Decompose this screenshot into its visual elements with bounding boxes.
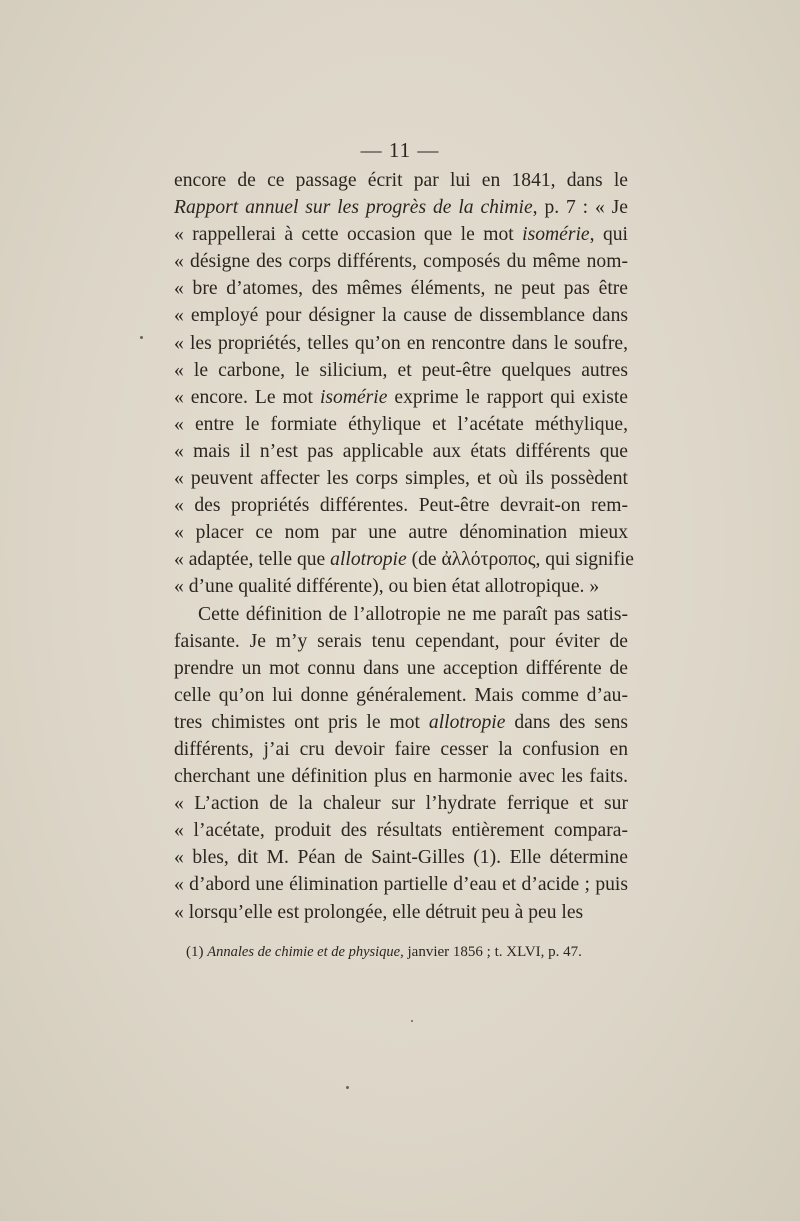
text-line	[174, 275, 628, 302]
text-segment: cherchant une définition plus en harmonie avec les faits.	[174, 766, 628, 788]
footnote-reference: janvier 1856 ; t. XLVI, p. 47.	[403, 944, 582, 960]
text-line	[174, 817, 628, 844]
text-segment: , qui	[589, 224, 628, 246]
paper-speck	[140, 336, 143, 339]
text-segment: « désigne des corps différents, composés du même nom-	[174, 251, 628, 273]
text-segment: tres chimistes ont pris le mot	[174, 711, 429, 733]
text-line	[174, 573, 628, 600]
text-line	[174, 790, 628, 817]
text-segment: « d’une qualité différente), ou bien état allotropique. »	[174, 576, 600, 598]
text-segment: « des propriétés différentes. Peut-être devrait-on rem-	[174, 495, 628, 517]
footnote-mark: (1)	[186, 944, 204, 960]
italic-term: allotropie	[330, 549, 407, 571]
paper-speck	[411, 1020, 413, 1022]
text-line	[174, 844, 628, 871]
italic-term: Rapport annuel sur les progrès de la chimie	[174, 197, 533, 219]
text-line	[174, 438, 628, 465]
text-segment: « le carbone, le silicium, et peut-être quelques autres	[174, 359, 628, 381]
text-line	[174, 248, 628, 275]
text-line	[174, 871, 628, 898]
text-segment: « employé pour désigner la cause de dissemblance dans	[174, 305, 628, 327]
text-line	[174, 763, 628, 790]
text-segment: « peuvent affecter les corps simples, et où ils possèdent	[174, 468, 628, 490]
text-segment: (de ἀλλότροπος, qui signifie	[406, 549, 634, 571]
text-segment: « les propriétés, telles qu’on en rencontre dans le soufre,	[174, 332, 628, 354]
text-segment: dans des sens	[505, 711, 628, 733]
text-line	[174, 411, 628, 438]
text-segment: , p. 7 : « Je	[532, 197, 628, 219]
text-line	[174, 899, 628, 926]
text-line	[174, 357, 628, 384]
italic-term: isomérie	[522, 224, 590, 246]
text-segment: « lorsqu’elle est prolongée, elle détruit peu à peu les	[174, 901, 584, 923]
text-segment: « L’action de la chaleur sur l’hydrate ferrique et sur	[174, 793, 628, 815]
paper-speck	[346, 1086, 349, 1089]
page-number: — 11 —	[360, 138, 440, 162]
italic-term: allotropie	[428, 711, 506, 733]
text-line	[174, 736, 628, 763]
text-segment: « entre le formiate éthylique et l’acétate méthylique,	[174, 413, 628, 435]
text-segment: « rappellerai à cette occasion que le mot	[174, 224, 523, 246]
text-line	[174, 221, 628, 248]
text-line	[174, 302, 628, 329]
text-line	[174, 384, 628, 411]
text-line	[174, 601, 628, 628]
text-line	[174, 709, 628, 736]
text-line	[174, 330, 628, 357]
text-segment: « placer ce nom par une autre dénomination mieux	[174, 522, 628, 544]
text-segment: « encore. Le mot	[174, 386, 320, 408]
text-segment: « l’acétate, produit des résultats entièrement compara-	[174, 820, 628, 842]
text-segment: différents, j’ai cru devoir faire cesser la confusion en	[174, 738, 628, 760]
body-text	[174, 167, 634, 926]
text-segment: « d’abord une élimination partielle d’eau et d’acide ; puis	[174, 874, 628, 896]
text-line	[174, 682, 628, 709]
text-line	[174, 492, 628, 519]
text-segment: « bre d’atomes, des mêmes éléments, ne peut pas être	[174, 278, 628, 300]
text-segment: « bles, dit M. Péan de Saint-Gilles (1). Elle détermine	[174, 847, 628, 869]
text-line	[174, 655, 628, 682]
text-line	[174, 194, 628, 221]
text-line	[174, 546, 634, 573]
footnote-journal-title: Annales de chimie et de physique,	[207, 944, 404, 960]
text-segment: prendre un mot connu dans une acception différente de	[174, 657, 628, 679]
text-segment: Cette définition de l’allotropie ne me paraît pas satis-	[198, 603, 628, 625]
text-line	[174, 519, 628, 546]
text-segment: « mais il n’est pas applicable aux états différents que	[174, 440, 628, 462]
text-line	[174, 167, 628, 194]
italic-term: isomérie	[319, 386, 388, 408]
text-line	[174, 628, 628, 655]
text-line	[174, 465, 628, 492]
text-segment: exprime le rapport qui existe	[387, 386, 628, 408]
text-segment: faisante. Je m’y serais tenu cependant, pour éviter de	[174, 630, 628, 652]
footnote	[186, 944, 616, 961]
text-segment: encore de ce passage écrit par lui en 1841, dans le	[174, 170, 628, 191]
text-segment: celle qu’on lui donne généralement. Mais comme d’au-	[174, 684, 628, 706]
text-segment: « adaptée, telle que	[174, 549, 331, 571]
